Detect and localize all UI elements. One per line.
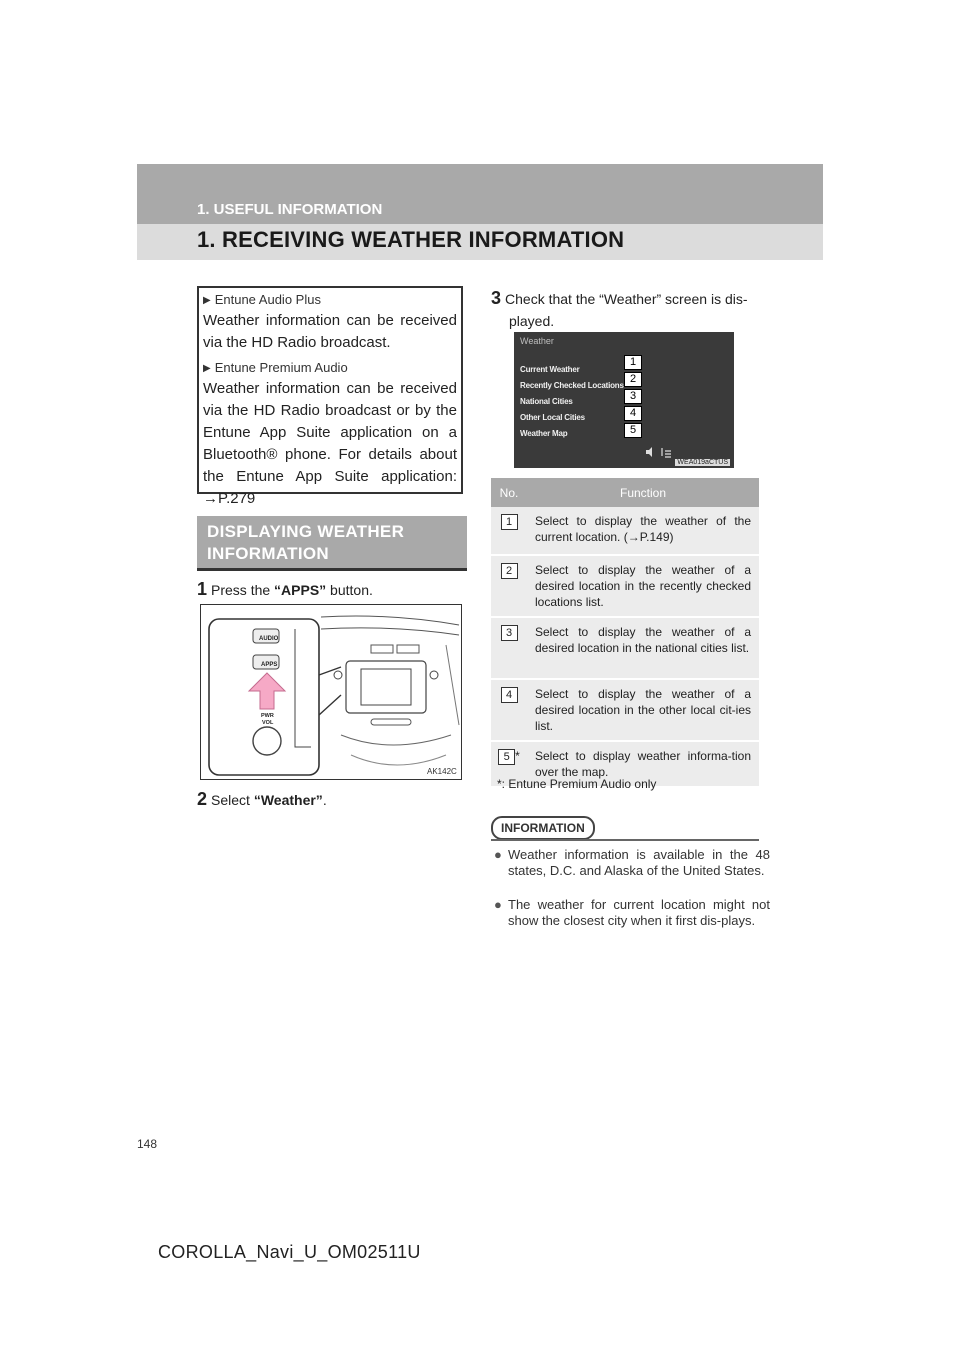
step-1-post: button. xyxy=(326,582,373,598)
callout-5: 5 xyxy=(624,423,642,438)
step-3-line1: Check that the “Weather” screen is dis- xyxy=(505,291,748,307)
row-number-box: 5 xyxy=(498,749,515,765)
information-bullet-1 xyxy=(494,847,770,879)
bullet-text: Weather information is available in the 48 states, D.C. and Alaska of the United States. xyxy=(508,847,770,878)
step-3-line2: played. xyxy=(509,313,555,329)
subtitle-premium-audio: ▶ Entune Premium Audio xyxy=(203,360,461,375)
row-number-box: 4 xyxy=(501,687,518,703)
menu-current-weather: Current Weather xyxy=(520,365,580,374)
step-1-number: 1 xyxy=(197,579,208,599)
section-heading xyxy=(197,516,467,571)
page-title: 1. RECEIVING WEATHER INFORMATION xyxy=(197,227,625,252)
callout-2: 2 xyxy=(624,372,642,387)
pwr-label: PWR xyxy=(261,713,274,719)
information-label: INFORMATION xyxy=(491,816,595,840)
row-suffix: * xyxy=(515,749,520,763)
availability-box xyxy=(197,286,463,507)
footnote: *: Entune Premium Audio only xyxy=(497,777,657,791)
table-row xyxy=(491,555,759,617)
screen-code: WEA019aCTUS xyxy=(677,459,728,466)
step-3-number: 3 xyxy=(491,288,502,308)
callout-4: 4 xyxy=(624,406,642,421)
step-3 xyxy=(491,287,748,332)
apps-label: APPS xyxy=(261,662,278,668)
information-divider xyxy=(491,839,759,841)
step-2-post: . xyxy=(322,792,327,808)
table-row xyxy=(491,617,759,679)
bullet-dot: ● xyxy=(494,897,502,912)
text-audio-plus: Weather information can be received via the HD Radio broadcast. xyxy=(203,312,457,351)
row-function-text: Select to display the weather of a desired location in the other local cit-ies list. xyxy=(527,679,759,741)
menu-weather-map: Weather Map xyxy=(520,429,568,438)
row-function-text: Select to display weather informa-tion over the map. xyxy=(527,741,759,787)
row-function-text: Select to display the weather of a desired location in the national cities list. xyxy=(527,617,759,679)
row-number-box: 2 xyxy=(501,563,518,579)
weather-screen-figure xyxy=(514,332,734,468)
page-number: 148 xyxy=(137,1137,158,1151)
bullet-dot: ● xyxy=(494,847,502,862)
table-row xyxy=(491,507,759,555)
document-id: COROLLA_Navi_U_OM02511U xyxy=(158,1242,421,1262)
table-header-row xyxy=(491,478,759,507)
information-bullet-2 xyxy=(494,897,770,929)
row-function-text: Select to display the weather of the current location. (→P.149) xyxy=(527,507,759,555)
step-1-pre: Press the xyxy=(211,582,275,598)
figure-code: AK142C xyxy=(427,767,457,776)
step-1-keyword: “APPS” xyxy=(274,582,327,598)
step-2 xyxy=(197,789,327,810)
callout-3: 3 xyxy=(624,389,642,404)
row-number-box: 1 xyxy=(501,514,518,530)
header-no: No. xyxy=(491,478,527,507)
step-1 xyxy=(197,579,373,600)
step-2-pre: Select xyxy=(211,792,254,808)
table-row xyxy=(491,679,759,741)
function-table xyxy=(491,478,759,788)
callout-1: 1 xyxy=(624,355,642,370)
section-label: 1. USEFUL INFORMATION xyxy=(197,201,383,218)
menu-recently-checked: Recently Checked Locations xyxy=(520,381,624,390)
row-function-text: Select to display the weather of a desired location in the recently checked locations list. xyxy=(527,555,759,617)
section-heading-text: DISPLAYING WEATHER INFORMATION xyxy=(207,522,405,563)
step-2-number: 2 xyxy=(197,789,208,809)
step-2-keyword: “Weather” xyxy=(253,792,323,808)
menu-other-local-cities: Other Local Cities xyxy=(520,413,585,422)
menu-national-cities: National Cities xyxy=(520,397,573,406)
header-function: Function xyxy=(527,478,759,507)
subtitle-audio-plus: ▶ Entune Audio Plus xyxy=(203,292,461,307)
head-unit-illustration xyxy=(201,605,461,779)
bullet-text: The weather for current location might not show the closest city when it first dis-plays. xyxy=(508,897,770,928)
speaker-icon xyxy=(644,446,674,458)
text-premium-audio: Weather information can be received via the HD Radio broadcast or by the Entune App Suite application on a Bluetooth® phone. For details about the Entune App Suite application: →P.279 xyxy=(203,380,457,507)
row-number-box: 3 xyxy=(501,625,518,641)
audio-label: AUDIO xyxy=(259,636,279,642)
apps-button-figure xyxy=(200,604,462,780)
vol-label: VOL xyxy=(262,720,274,726)
weather-screen-title: Weather xyxy=(520,336,554,346)
